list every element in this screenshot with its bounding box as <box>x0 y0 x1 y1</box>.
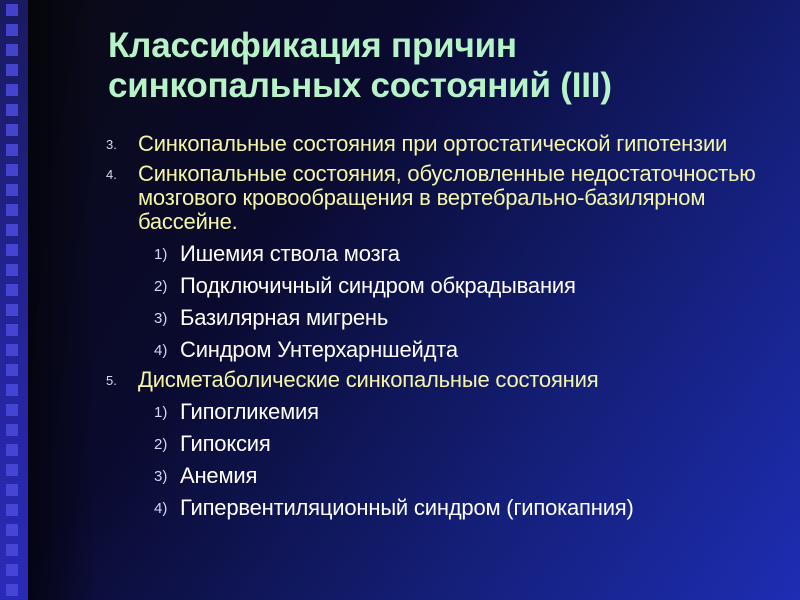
sub-list-item-number: 2) <box>154 278 168 295</box>
sub-list-item-text: Синдром Унтерхарншейдта <box>180 337 458 362</box>
sub-list-item <box>104 398 784 430</box>
decorative-square <box>6 4 18 16</box>
sub-list-item <box>104 272 784 304</box>
decorative-square <box>6 424 18 436</box>
decorative-square <box>6 284 18 296</box>
decorative-square <box>6 584 18 596</box>
decorative-square <box>6 164 18 176</box>
decorative-square <box>6 444 18 456</box>
sub-list-item-number: 2) <box>154 436 168 453</box>
decorative-square <box>6 484 18 496</box>
decorative-square <box>6 364 18 376</box>
decorative-square <box>6 304 18 316</box>
decorative-square <box>6 544 18 556</box>
sub-list-item-text: Базилярная мигрень <box>180 305 389 330</box>
decorative-square <box>6 104 18 116</box>
sub-list-item-text: Гипервентиляционный синдром (гипокапния) <box>180 495 634 520</box>
sub-list-item-text: Гипоксия <box>180 431 271 456</box>
decorative-square <box>6 524 18 536</box>
sub-list-item-number: 4) <box>154 500 168 517</box>
list-item-text: Дисметаболические синкопальные состояния <box>138 367 599 392</box>
decorative-square <box>6 404 18 416</box>
list-item <box>104 162 784 234</box>
decorative-square <box>6 244 18 256</box>
slide-title-line-2: синкопальных состояний (III) <box>108 66 612 105</box>
list-item-number: 5. <box>106 373 117 388</box>
sub-list-item-number: 1) <box>154 404 168 421</box>
decorative-square <box>6 464 18 476</box>
sub-list-item-text: Ишемия ствола мозга <box>180 241 400 266</box>
list-item <box>104 368 784 392</box>
decorative-square <box>6 224 18 236</box>
slide-content <box>104 132 784 526</box>
list-item <box>104 132 784 156</box>
sub-list-item-number: 3) <box>154 468 168 485</box>
decorative-square <box>6 64 18 76</box>
list-item-number: 3. <box>106 137 117 152</box>
sub-list-item <box>104 462 784 494</box>
list-item-number: 4. <box>106 167 117 182</box>
sub-list-item-number: 3) <box>154 310 168 327</box>
sub-list-item-text: Гипогликемия <box>180 399 319 424</box>
slide-title-line-1: Классификация причин <box>108 26 517 65</box>
decorative-square <box>6 344 18 356</box>
decorative-square <box>6 124 18 136</box>
decorative-square <box>6 84 18 96</box>
sub-list-item <box>104 494 784 526</box>
list-item-text: Синкопальные состояния при ортостатической гипотензии <box>138 131 728 156</box>
decorative-square <box>6 264 18 276</box>
decorative-square <box>6 44 18 56</box>
decorative-square <box>6 324 18 336</box>
decorative-squares <box>6 4 22 596</box>
slide-title <box>108 26 768 106</box>
sub-list-item-number: 4) <box>154 342 168 359</box>
sub-list-item-number: 1) <box>154 246 168 263</box>
decorative-square <box>6 564 18 576</box>
sub-list-item <box>104 430 784 462</box>
decorative-square <box>6 184 18 196</box>
decorative-square <box>6 384 18 396</box>
list-item-text: Синкопальные состояния, обусловленные недостаточностью мозгового кровообращения в вертебрально-базилярном бассейне. <box>138 161 756 234</box>
decorative-shadow <box>28 0 98 600</box>
decorative-square <box>6 504 18 516</box>
sub-list-item-text: Анемия <box>180 463 258 488</box>
sub-list-item <box>104 304 784 336</box>
sub-list-item <box>104 336 784 368</box>
decorative-square <box>6 204 18 216</box>
decorative-square <box>6 24 18 36</box>
decorative-square <box>6 144 18 156</box>
sub-list-item <box>104 240 784 272</box>
sub-list-item-text: Подключичный синдром обкрадывания <box>180 273 576 298</box>
decorative-left-strip <box>0 0 28 600</box>
